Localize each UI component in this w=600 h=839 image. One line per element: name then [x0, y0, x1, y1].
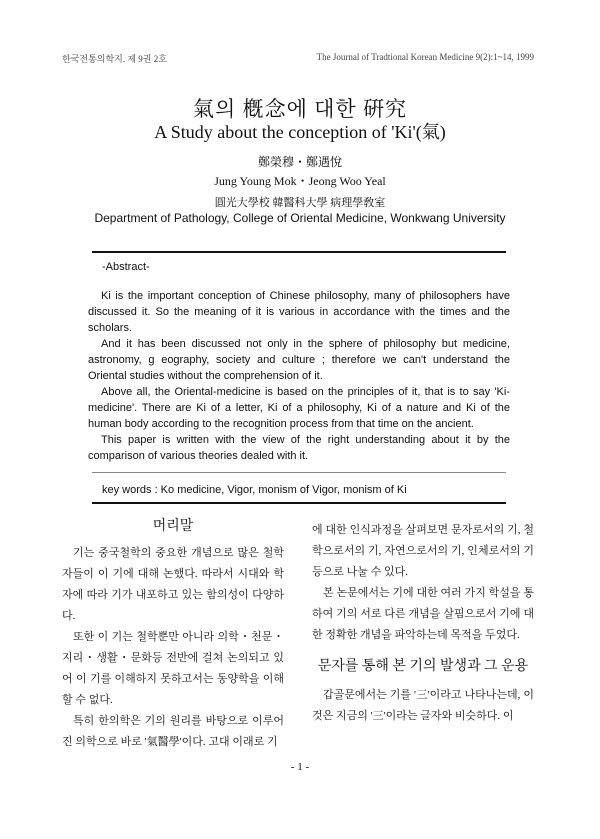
section-heading-origin: 문자를 통해 본 기의 발생과 그 운용	[317, 659, 529, 674]
page-number: - 1 -	[290, 761, 310, 773]
authors-english: Jung Young Mok・Jeong Woo Yeal	[214, 174, 386, 188]
authors-korean: 鄭榮穆・鄭遇悅	[257, 155, 342, 169]
body-column-right	[312, 520, 534, 727]
keywords: key words : Ko medicine, Vigor, monism of Vigor, monism of Ki	[102, 484, 407, 496]
affiliation-korean: 圓光大學校 韓醫科大學 病理學敎室	[214, 197, 386, 209]
body-paragraph: 특히 한의학은 기의 원리를 바탕으로 이루어진 의학으로 바로 '氣醫學'이다. 고대 이래로 기	[62, 715, 284, 748]
title-english: A Study about the conception of 'Ki'(氣)	[154, 122, 446, 142]
abstract-top-rule	[92, 251, 506, 253]
abstract-body	[88, 288, 510, 464]
body-paragraph: 본 논문에서는 기에 대한 여러 가지 학설을 통하여 기의 서로 다른 개념을 살핌으로서 기에 대한 정확한 개념을 파악하는데 목적을 두었다.	[312, 587, 534, 641]
abstract-paragraph: Above all, the Oriental-medicine is based on the principles of it, that is to say 'Ki-medicine'. There are Ki of a letter, Ki of a philosophy, Ki of a nature and Ki of the human body according to the recognition process from that time on the ancient.	[88, 386, 510, 430]
body-paragraph: 기는 중국철학의 중요한 개념으로 많은 철학자들이 이 기에 대해 논했다. 따라서 시대와 학자에 따라 기가 내포하고 있는 함의성이 다양하다.	[62, 547, 284, 622]
journal-header-ko: 한국전통의학지. 제 9권 2호	[62, 54, 167, 64]
abstract-paragraph: This paper is written with the view of the right understanding about it by the comparison of various theories dealed with it.	[88, 434, 510, 462]
title-korean: 氣의 槪念에 대한 硏究	[193, 97, 407, 121]
abstract-label: -Abstract-	[102, 261, 150, 273]
keywords-bottom-rule	[92, 502, 506, 504]
body-column-left	[62, 543, 284, 753]
affiliation-english: Department of Pathology, College of Oriental Medicine, Wonkwang University	[94, 211, 506, 225]
section-heading-introduction: 머리말	[152, 519, 194, 534]
abstract-paragraph: Ki is the important conception of Chinese philosophy, many of philosophers have discussed it. So the meaning of it is various in accordance with the times and the scholars.	[88, 290, 510, 334]
abstract-paragraph: And it has been discussed not only in the sphere of philosophy but medicine, astronomy, g eography, society and culture ; therefore we can't understand the Oriental studies without the comprehension of it.	[88, 338, 510, 382]
body-paragraph: 갑골문에서는 기를 '三'이라고 나타나는데, 이것은 지금의 '三'이라는 글자와 비슷하다. 이	[312, 689, 534, 722]
abstract-bottom-rule	[92, 472, 506, 473]
body-paragraph: 또한 이 기는 철학뿐만 아니라 의학・천문・지리・생활・문화등 전반에 걸쳐 논의되고 있어 이 기를 이해하지 못하고서는 동양학을 이해 할 수 없다.	[62, 631, 284, 706]
journal-header-en: The Journal of Tradtional Korean Medicine 9(2):1~14, 1999	[316, 52, 534, 62]
body-paragraph: 에 대한 인식과정을 살펴보면 문자로서의 기, 철학으로서의 기, 자연으로서의 기, 인체로서의 기 등으로 나눌 수 있다.	[312, 524, 534, 578]
